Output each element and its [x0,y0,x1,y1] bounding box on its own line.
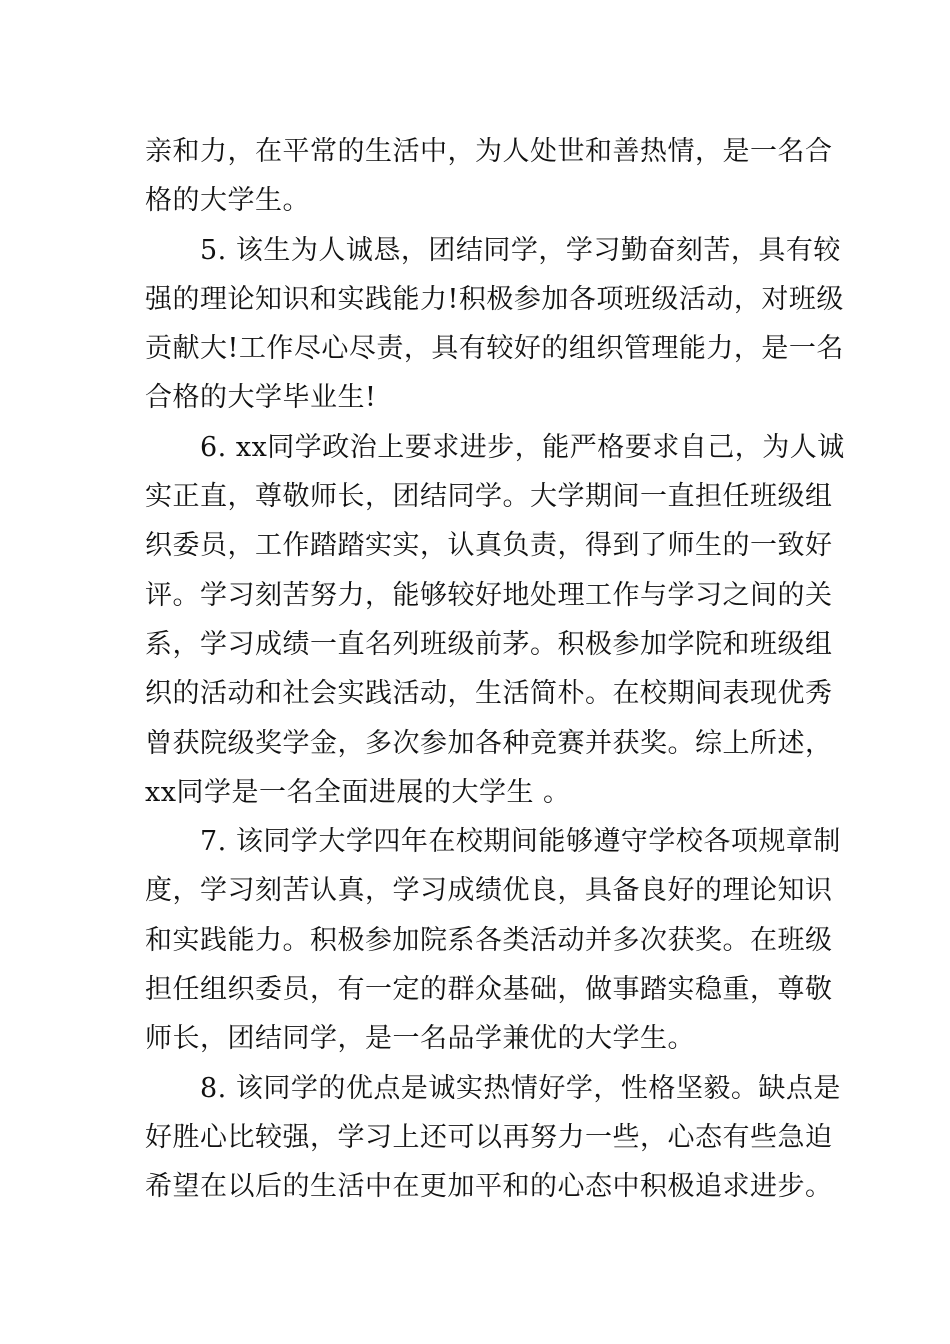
text-line: 实正直，尊敬师长，团结同学。大学期间一直担任班级组 [145,481,833,513]
text-line: 和实践能力。积极参加院系各类活动并多次获奖。在班级 [145,924,833,956]
text-line: 合格的大学毕业生! [145,382,377,414]
text-line: 织委员，工作踏踏实实，认真负责，得到了师生的一致好 [145,530,833,562]
text-line: 贡献大!工作尽心尽责，具有较好的组织管理能力，是一名 [145,333,844,365]
text-line: 好胜心比较强，学习上还可以再努力一些，心态有些急迫 [145,1121,833,1153]
text-line: 系，学习成绩一直名列班级前茅。积极参加学院和班级组 [145,628,833,660]
text-line: 亲和力，在平常的生活中，为人处世和善热情，是一名合 [145,136,833,167]
text-line: 评。学习刻苦努力，能够较好地处理工作与学习之间的关 [145,579,833,611]
paragraph-7-start: 7. 该同学大学四年在校期间能够遵守学校各项规章制 [200,826,841,858]
text-line: 织的活动和社会实践活动，生活简朴。在校期间表现优秀 [145,678,833,710]
paragraph-5-start: 5. 该生为人诚恳，团结同学，学习勤奋刻苦，具有较 [200,234,841,266]
text-line: 师长，团结同学，是一名品学兼优的大学生。 [145,1023,695,1055]
text-line: xx同学是一名全面进展的大学生 。 [145,776,571,808]
text-line: 曾获院级奖学金，多次参加各种竞赛并获奖。综上所述， [145,727,833,759]
text-line: 担任组织委员，有一定的群众基础，做事踏实稳重，尊敬 [145,974,833,1006]
text-line: 度，学习刻苦认真，学习成绩优良，具备良好的理论知识 [145,875,833,907]
document-body [145,127,845,1212]
text-line: 强的理论知识和实践能力!积极参加各项班级活动，对班级 [145,283,844,315]
text-line: 格的大学生。 [145,185,310,217]
text-line: 希望在以后的生活中在更加平和的心态中积极追求进步。 [145,1171,833,1203]
paragraph-8-start: 8. 该同学的优点是诚实热情好学，性格坚毅。缺点是 [200,1072,841,1104]
paragraph-6-start: 6. xx同学政治上要求进步，能严格要求自己，为人诚 [200,431,845,463]
